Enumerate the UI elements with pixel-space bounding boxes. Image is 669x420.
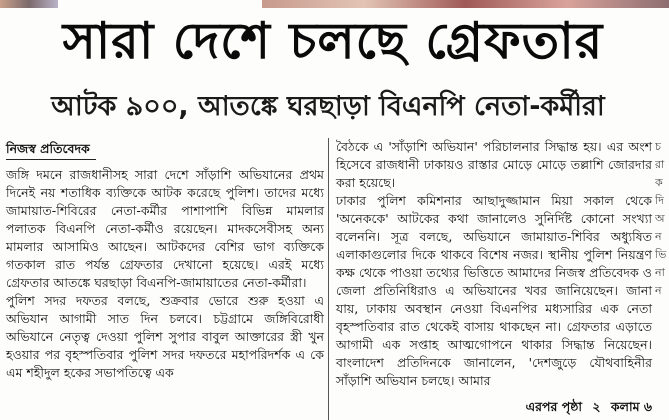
article-body-left [6, 166, 324, 382]
photo-fragment-right [262, 0, 669, 8]
continuation-text: এরপর পৃষ্ঠা [525, 399, 583, 414]
paragraph: বৈঠকে এ 'সাঁড়াশি অভিযান' পরিচালনার সিদ্ধান্ত হয়। এর অংশ হিসেবে রাজধানী ঢাকায়ও রাস্তার মোড়ে মোড়ে তল্লাশি জোরদার করা হয়েছে। [336, 139, 652, 190]
subheadline: আটক ৯০০, আতঙ্কে ঘরছাড়া বিএনপি নেতা-কর্মীরা [51, 91, 605, 122]
article-body-right [336, 138, 652, 390]
top-photo-strip [0, 0, 669, 8]
paragraph: পুলিশ সদর দফতর বলছে, শুক্রবার ভোরে শুরু হওয়া এ অভিযান আগামী সাত দিন চলবে। চট্টগ্রামে জঙ্গিবিরোধী অভিযানে নেতৃত্ব দেওয়া পুলিশ সুপার বাবুল আক্তারের স্ত্রী খুন হওয়ার পর বৃহস্পতিবার পুলিশ সদর দফতরে মহাপরিদর্শক এ কে এম শহীদুল হকের সভাপতিত্বে এক [6, 293, 324, 380]
article-column-right [336, 138, 652, 420]
paragraph: জঙ্গি দমনে রাজধানীসহ সারা দেশে সাঁড়াশি অভিযানের প্রথম দিনেই নয় শতাধিক ব্যক্তিকে আটক করেছে পুলিশ। তাদের মধ্যে জামায়াত-শিবিরের নেতা-কর্মীর পাশাপাশি বিভিন্ন মামলার পলাতক বিএনপি নেতা-কর্মীও রয়েছেন। মাদকসেবীসহ অন্য মামলার আসামিও আছেন। আটকদের বেশির ভাগ ব্যক্তিকে গতকাল রাত পর্যন্ত গ্রেফতার দেখানো হয়েছে। এরই মধ্যে গ্রেফতার আতঙ্কে ঘরছাড়া বিএনপি-জামায়াতের নেতা-কর্মীরা। [6, 167, 324, 290]
paragraph: ঢাকার পুলিশ কমিশনার আছাদুজ্জামান মিয়া সকাল থেকে 'অনেককে' আটকের কথা জানালেও সুনির্দিষ্ট কোনো সংখ্যা বলেননি। সূত্র বলছে, অভিযানে জামায়াত-শিবির অধ্যুষিত এলাকাগুলোর দিকে থাকবে বিশেষ নজর। স্থানীয় পুলিশ নিয়ন্ত্রণ কক্ষ থেকে পাওয়া তথ্যের ভিত্তিতে আমাদের নিজস্ব প্রতিবেদক ও জেলা প্রতিনিধিরাও এ অভিযানের খবর জানিয়েছেন। জানা যায়, ঢাকায় অবস্থান নেওয়া বিএনপির মধ্যসারির এক নেতা বৃহস্পতিবার রাত থেকেই বাসায় থাকছেন না। গ্রেফতার এড়াতে আগামী এক সপ্তাহ আত্মগোপনে থাকার সিদ্ধান্ত নিয়েছেন। বাংলাদেশ প্রতিদিনকে জানালেন, 'দেশজুড়ে যৌথবাহিনীর সাঁড়াশি অভিযান চলছে। আমার [336, 193, 652, 388]
continuation-page: ২ [592, 399, 601, 414]
article-column-left [6, 138, 324, 420]
continuation-column: কলাম ৬ [610, 399, 652, 414]
byline: নিজস্ব প্রতিবেদক [6, 139, 96, 160]
headline: সারা দেশে চলছে গ্রেফতার [62, 12, 604, 70]
column-divider [328, 138, 329, 420]
photo-fragment-left [0, 0, 58, 8]
adjacent-column-fragment: চ রা ক দি অ ন ভি না ন [655, 140, 667, 297]
continuation-jump[interactable] [520, 398, 652, 416]
